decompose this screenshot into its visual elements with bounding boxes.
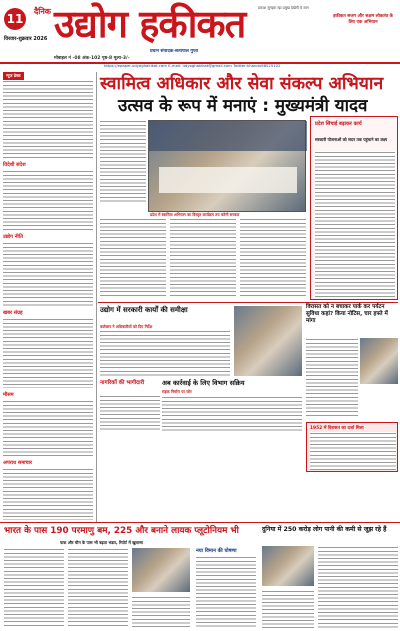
- mid-story-2: [100, 380, 160, 432]
- lead-photo: [148, 120, 306, 212]
- mid-story-3-sub: सड़क निर्माण पर जोर: [162, 389, 192, 394]
- bottom-right-photo: [262, 546, 314, 586]
- column-divider: [96, 72, 97, 522]
- page-number: 11: [6, 12, 24, 26]
- left-head-2: उद्योग नीति: [3, 234, 23, 240]
- right-story-box-label: 1952 में विरासत का दर्जा मिला: [310, 426, 364, 431]
- left-text-block-3: [3, 242, 93, 306]
- masthead-contact: मोबाइल नं -08 अंक-102 पृष्ठ-8 मूल्य-3/-: [54, 56, 130, 61]
- section-rule-2: [0, 522, 400, 523]
- mid-photo: [234, 306, 302, 376]
- mid-story-3-text: [162, 396, 302, 431]
- left-text-block-2: [3, 170, 93, 230]
- bottom-sub: पाक और चीन के पास भी बढ़ता भंडार, रिपोर्ट में खुलासा: [60, 540, 143, 545]
- left-text-block-4: [3, 318, 93, 388]
- mid-story-1: [100, 306, 230, 378]
- right-story-photo: [360, 338, 398, 384]
- right-story: [306, 304, 398, 474]
- right-story-box-text: [310, 432, 396, 470]
- lead-intro-text: [100, 120, 146, 202]
- section-tag: न्यूज डेस्क: [3, 72, 24, 80]
- bottom-headline: भारत के पास 190 परमाणु बम, 225 और बनाने लायक प्लूटोनियम भी: [4, 526, 239, 536]
- right-story-text: [306, 338, 358, 418]
- mid-story-2-headline: नागरिकों की भागीदारी: [100, 380, 145, 386]
- left-head-1: विदेशी संदेश: [3, 162, 26, 168]
- bottom-side-head: नया विमान की घोषणा: [196, 548, 237, 554]
- masthead-right-note: हकीकत सजग और सक्षम लोकतंत्र के लिए एक अभियान: [333, 14, 393, 25]
- right-story-headline: विरासत को न बचाकर पार्क कर पर्यटन सुविधा कहां? किया नोटिस, चार हफ्ते में मांगा: [306, 304, 388, 324]
- mid-story-1-sub: कलेक्टर ने अधिकारियों को दिए निर्देश: [100, 324, 153, 329]
- masthead-edition: प्रधान संपादक-सत्यपाल गुप्ता: [150, 49, 198, 54]
- mid-story-3: [162, 380, 302, 432]
- bottom-right-text-2: [262, 590, 314, 628]
- lead-body-2: [170, 218, 236, 298]
- right-story-box: [306, 422, 398, 472]
- masthead: [0, 0, 400, 70]
- masthead-tagline: प्रकाश सुनहरा रहा प्रमुख देखेगी ये जान: [258, 6, 309, 10]
- masthead-url: https://epaper.udyoghakikat.com E-mail: udyoghakikat@gmail.com Twitter:khandu98525102: [104, 63, 281, 68]
- lead-headline-1: स्वामित्व अधिकार और सेवा संकल्प अभियान: [100, 74, 384, 94]
- mid-story-3-headline: अब कार्रवाई के लिए विभाग सक्रिय: [162, 379, 245, 387]
- photo-backdrop: [149, 121, 307, 151]
- side-box-text: [315, 151, 395, 297]
- masthead-prefix: दैनिक: [34, 7, 51, 16]
- left-text-block-1: [3, 80, 93, 160]
- left-text-block-6: [3, 468, 93, 520]
- mid-story-1-text: [100, 330, 230, 378]
- bottom-text-3: [132, 596, 190, 628]
- left-head-4: मौसम: [3, 392, 14, 398]
- left-column: [3, 72, 95, 522]
- lead-body-1: [100, 218, 166, 298]
- left-head-5: अपराध समाचार: [3, 460, 32, 466]
- bottom-right-head: दुनिया में 250 करोड़ लोग पानी की कमी से जूझ रहे हैं: [262, 526, 387, 533]
- section-rule-1: [98, 302, 398, 303]
- masthead-date: विरवार-शुक्रवार 2026: [4, 36, 48, 42]
- bottom-text-2: [68, 548, 128, 628]
- mid-story-2-text: [100, 395, 160, 431]
- side-box: [310, 116, 398, 300]
- side-box-lead: सरकारी योजनाओं को सदन तक पहुंचाने का लक्ष्य: [315, 137, 388, 142]
- left-text-block-5: [3, 400, 93, 456]
- lead-photo-caption: प्रदेश में स्वामित्व अभियान का विस्तृत कार्यक्रम तय करेगी सरकार: [150, 212, 240, 217]
- lead-headline-2: उत्सव के रूप में मनाएं : मुख्यमंत्री यादव: [118, 96, 368, 116]
- bottom-text-1: [4, 548, 64, 628]
- bottom-photo: [132, 548, 190, 592]
- masthead-title: उद्योग हकीकत: [54, 2, 246, 46]
- left-head-3: खबर संग्रह: [3, 310, 23, 316]
- bottom-side-text: [196, 556, 256, 628]
- side-box-title: प्रदेश सिंचाई बढ़ाकर कार्य: [315, 121, 362, 127]
- mid-story-1-headline: उद्योग में सरकारी कार्यों की समीक्षा: [100, 306, 188, 314]
- photo-table: [159, 167, 297, 193]
- bottom-right-text-1: [318, 546, 398, 628]
- lead-body-3: [240, 218, 306, 298]
